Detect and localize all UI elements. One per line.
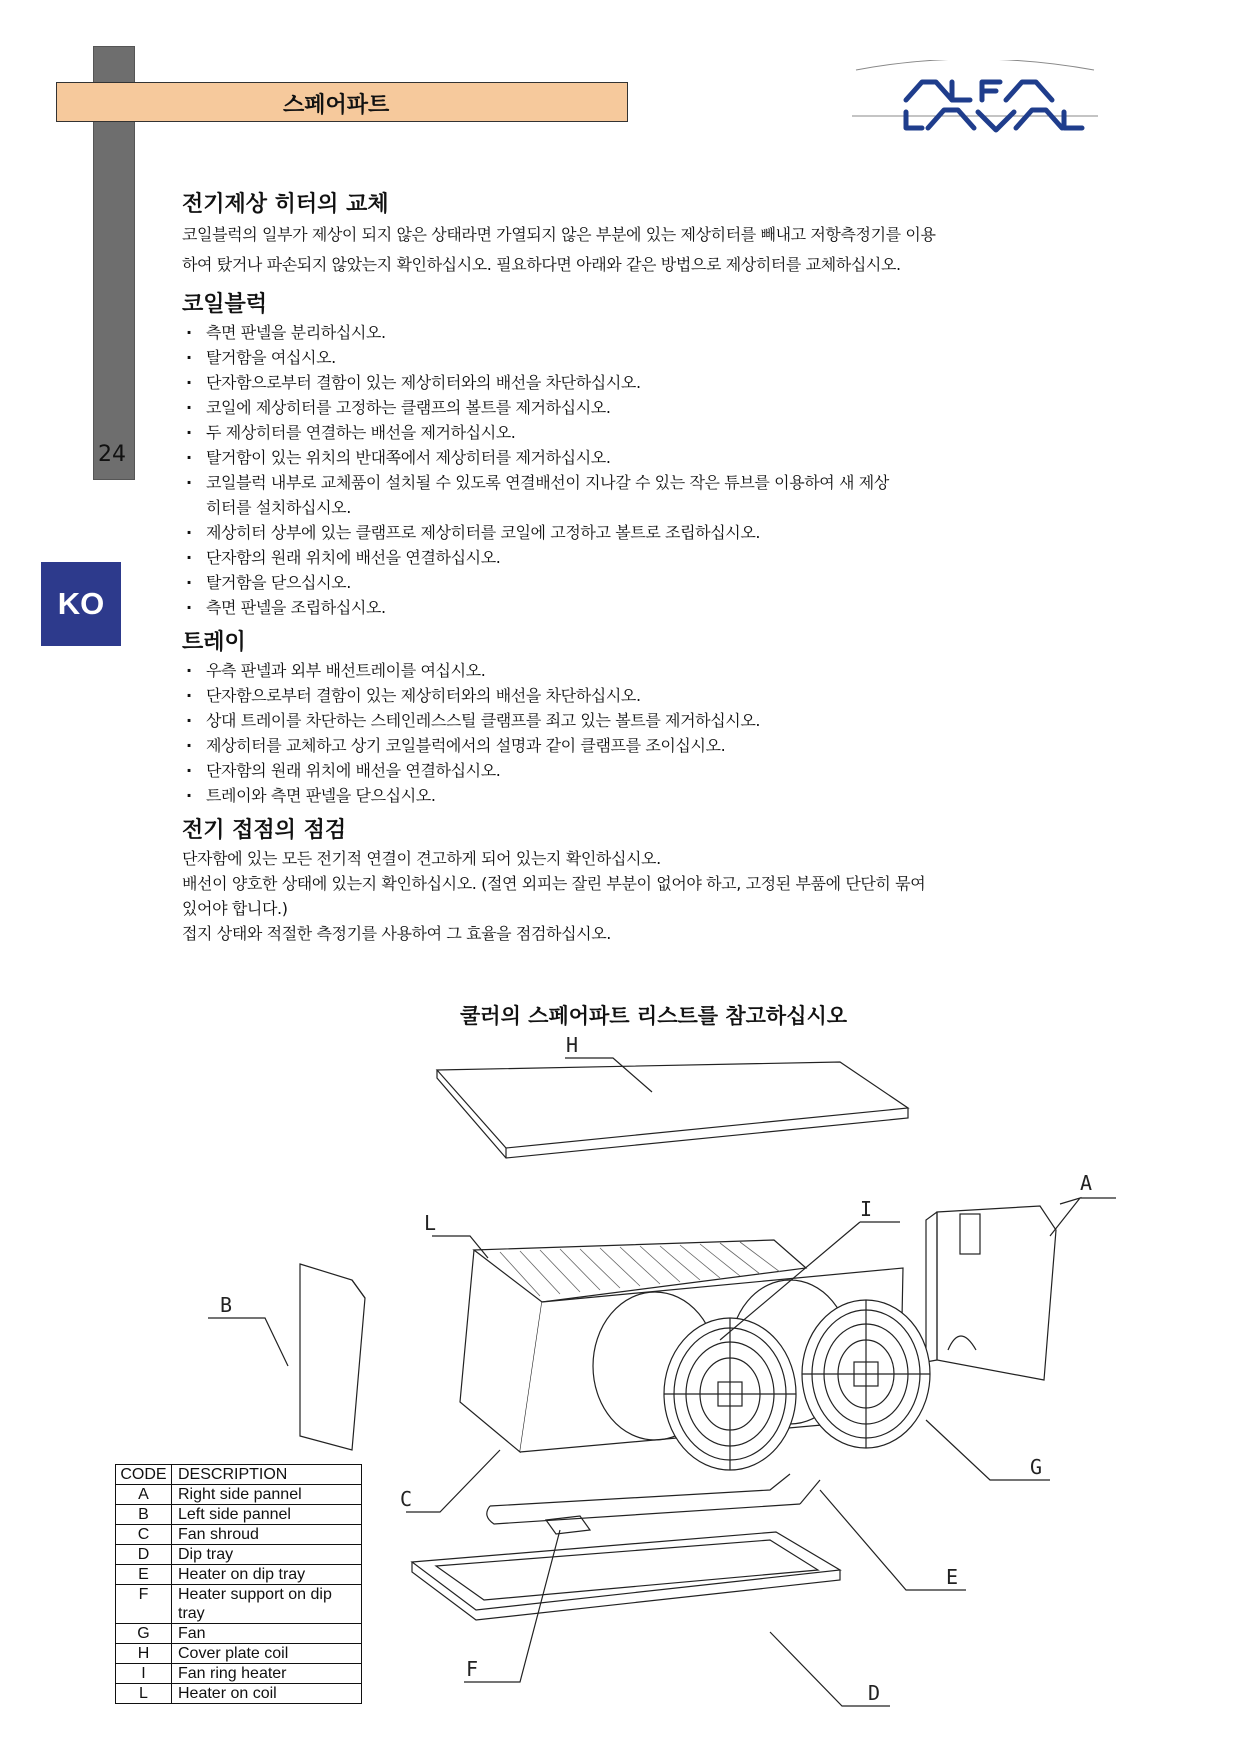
drawing-label-f: F [466, 1657, 479, 1681]
table-cell: Heater on coil [172, 1684, 362, 1704]
list-item: · 제상히터를 교체하고 상기 코일블럭에서의 설명과 같이 클램프를 조이십시오. [182, 733, 1042, 758]
table-cell: Heater on dip tray [172, 1565, 362, 1585]
drawing-label-b: B [220, 1293, 233, 1317]
list-item: · 두 제상히터를 연결하는 배선을 제거하십시오. [182, 420, 1042, 445]
table-header: CODE [116, 1465, 172, 1485]
section-heading-tray: 트레이 [182, 630, 246, 655]
table-row [116, 1525, 362, 1545]
list-item: · 탈거함을 여십시오. [182, 345, 1042, 370]
table-header-row [116, 1465, 362, 1485]
table-cell: H [116, 1644, 172, 1664]
list-item: · 코일에 제상히터를 고정하는 클램프의 볼트를 제거하십시오. [182, 395, 1042, 420]
list-item: · 측면 판넬을 분리하십시오. [182, 320, 1042, 345]
table-cell: C [116, 1525, 172, 1545]
table-row [116, 1485, 362, 1505]
paragraph: 배선이 양호한 상태에 있는지 확인하십시오. (절연 외피는 잘린 부분이 없어야 하고, 고정된 부품에 단단히 묶여 [182, 874, 926, 893]
paragraph: 코일블럭의 일부가 제상이 되지 않은 상태라면 가열되지 않은 부분에 있는 제상히터를 빼내고 저항측정기를 이용 [182, 225, 936, 244]
table-header: DESCRIPTION [172, 1465, 362, 1485]
table-cell: L [116, 1684, 172, 1704]
table-row [116, 1644, 362, 1664]
spare-parts-reference: 쿨러의 스페어파트 리스트를 참고하십시오 [460, 1004, 848, 1028]
table-cell: Fan [172, 1624, 362, 1644]
section-heading-contacts: 전기 접점의 점검 [182, 818, 347, 843]
paragraph: 있어야 합니다.) [182, 899, 288, 918]
list-item: · 제상히터 상부에 있는 클램프로 제상히터를 코일에 고정하고 볼트로 조립하십시오. [182, 520, 1042, 545]
table-row [116, 1624, 362, 1644]
table-cell: F [116, 1585, 172, 1624]
drawing-label-h: H [566, 1033, 579, 1057]
drawing-label-g: G [1030, 1455, 1043, 1479]
list-item: · 상대 트레이를 차단하는 스테인레스스틸 클램프를 죄고 있는 볼트를 제거하십시오. [182, 708, 1042, 733]
list-item: · 우측 판넬과 외부 배선트레이를 여십시오. [182, 658, 1042, 683]
language-badge: KO [41, 562, 121, 646]
table-row [116, 1545, 362, 1565]
parts-table [115, 1464, 362, 1704]
list-item: · 코일블럭 내부로 교체품이 설치될 수 있도록 연결배선이 지나갈 수 있는 작은 튜브를 이용하여 새 제상 히터를 설치하십시오. [182, 470, 896, 520]
table-cell: Dip tray [172, 1545, 362, 1565]
drawing-label-i: I [860, 1197, 873, 1221]
section-heading-heater: 전기제상 히터의 교체 [182, 192, 389, 217]
table-row [116, 1505, 362, 1525]
table-cell: Fan ring heater [172, 1664, 362, 1684]
table-cell: E [116, 1565, 172, 1585]
list-item: · 단자함의 원래 위치에 배선을 연결하십시오. [182, 758, 1042, 783]
page-title: 스페어파트 [283, 93, 390, 118]
table-row [116, 1585, 362, 1624]
list-item: · 측면 판넬을 조립하십시오. [182, 595, 1042, 620]
list-item: · 단자함의 원래 위치에 배선을 연결하십시오. [182, 545, 1042, 570]
table-row [116, 1664, 362, 1684]
table-cell: D [116, 1545, 172, 1565]
table-row [116, 1684, 362, 1704]
table-cell: B [116, 1505, 172, 1525]
table-cell: I [116, 1664, 172, 1684]
table-cell: Cover plate coil [172, 1644, 362, 1664]
drawing-label-c: C [400, 1487, 413, 1511]
drawing-label-d: D [868, 1681, 881, 1705]
section-heading-coil: 코일블럭 [182, 292, 268, 317]
table-cell: Heater support on dip tray [172, 1585, 362, 1624]
list-item: · 단자함으로부터 결함이 있는 제상히터와의 배선을 차단하십시오. [182, 370, 1042, 395]
drawing-label-a: A [1080, 1171, 1093, 1195]
table-cell: Left side pannel [172, 1505, 362, 1525]
page-number: 24 [98, 442, 126, 467]
list-item: · 탈거함이 있는 위치의 반대쪽에서 제상히터를 제거하십시오. [182, 445, 1042, 470]
table-cell: A [116, 1485, 172, 1505]
paragraph: 단자함에 있는 모든 전기적 연결이 견고하게 되어 있는지 확인하십시오. [182, 849, 661, 868]
table-row [116, 1565, 362, 1585]
list-item: · 탈거함을 닫으십시오. [182, 570, 1042, 595]
table-cell: Right side pannel [172, 1485, 362, 1505]
drawing-label-e: E [946, 1565, 959, 1589]
drawing-label-l: L [424, 1211, 437, 1235]
table-cell: G [116, 1624, 172, 1644]
list-item: · 단자함으로부터 결함이 있는 제상히터와의 배선을 차단하십시오. [182, 683, 1042, 708]
paragraph: 접지 상태와 적절한 측정기를 사용하여 그 효율을 점검하십시오. [182, 924, 611, 943]
paragraph: 하여 탔거나 파손되지 않았는지 확인하십시오. 필요하다면 아래와 같은 방법으로 제상히터를 교체하십시오. [182, 255, 901, 274]
table-cell: Fan shroud [172, 1525, 362, 1545]
list-item: · 트레이와 측면 판넬을 닫으십시오. [182, 783, 1042, 808]
